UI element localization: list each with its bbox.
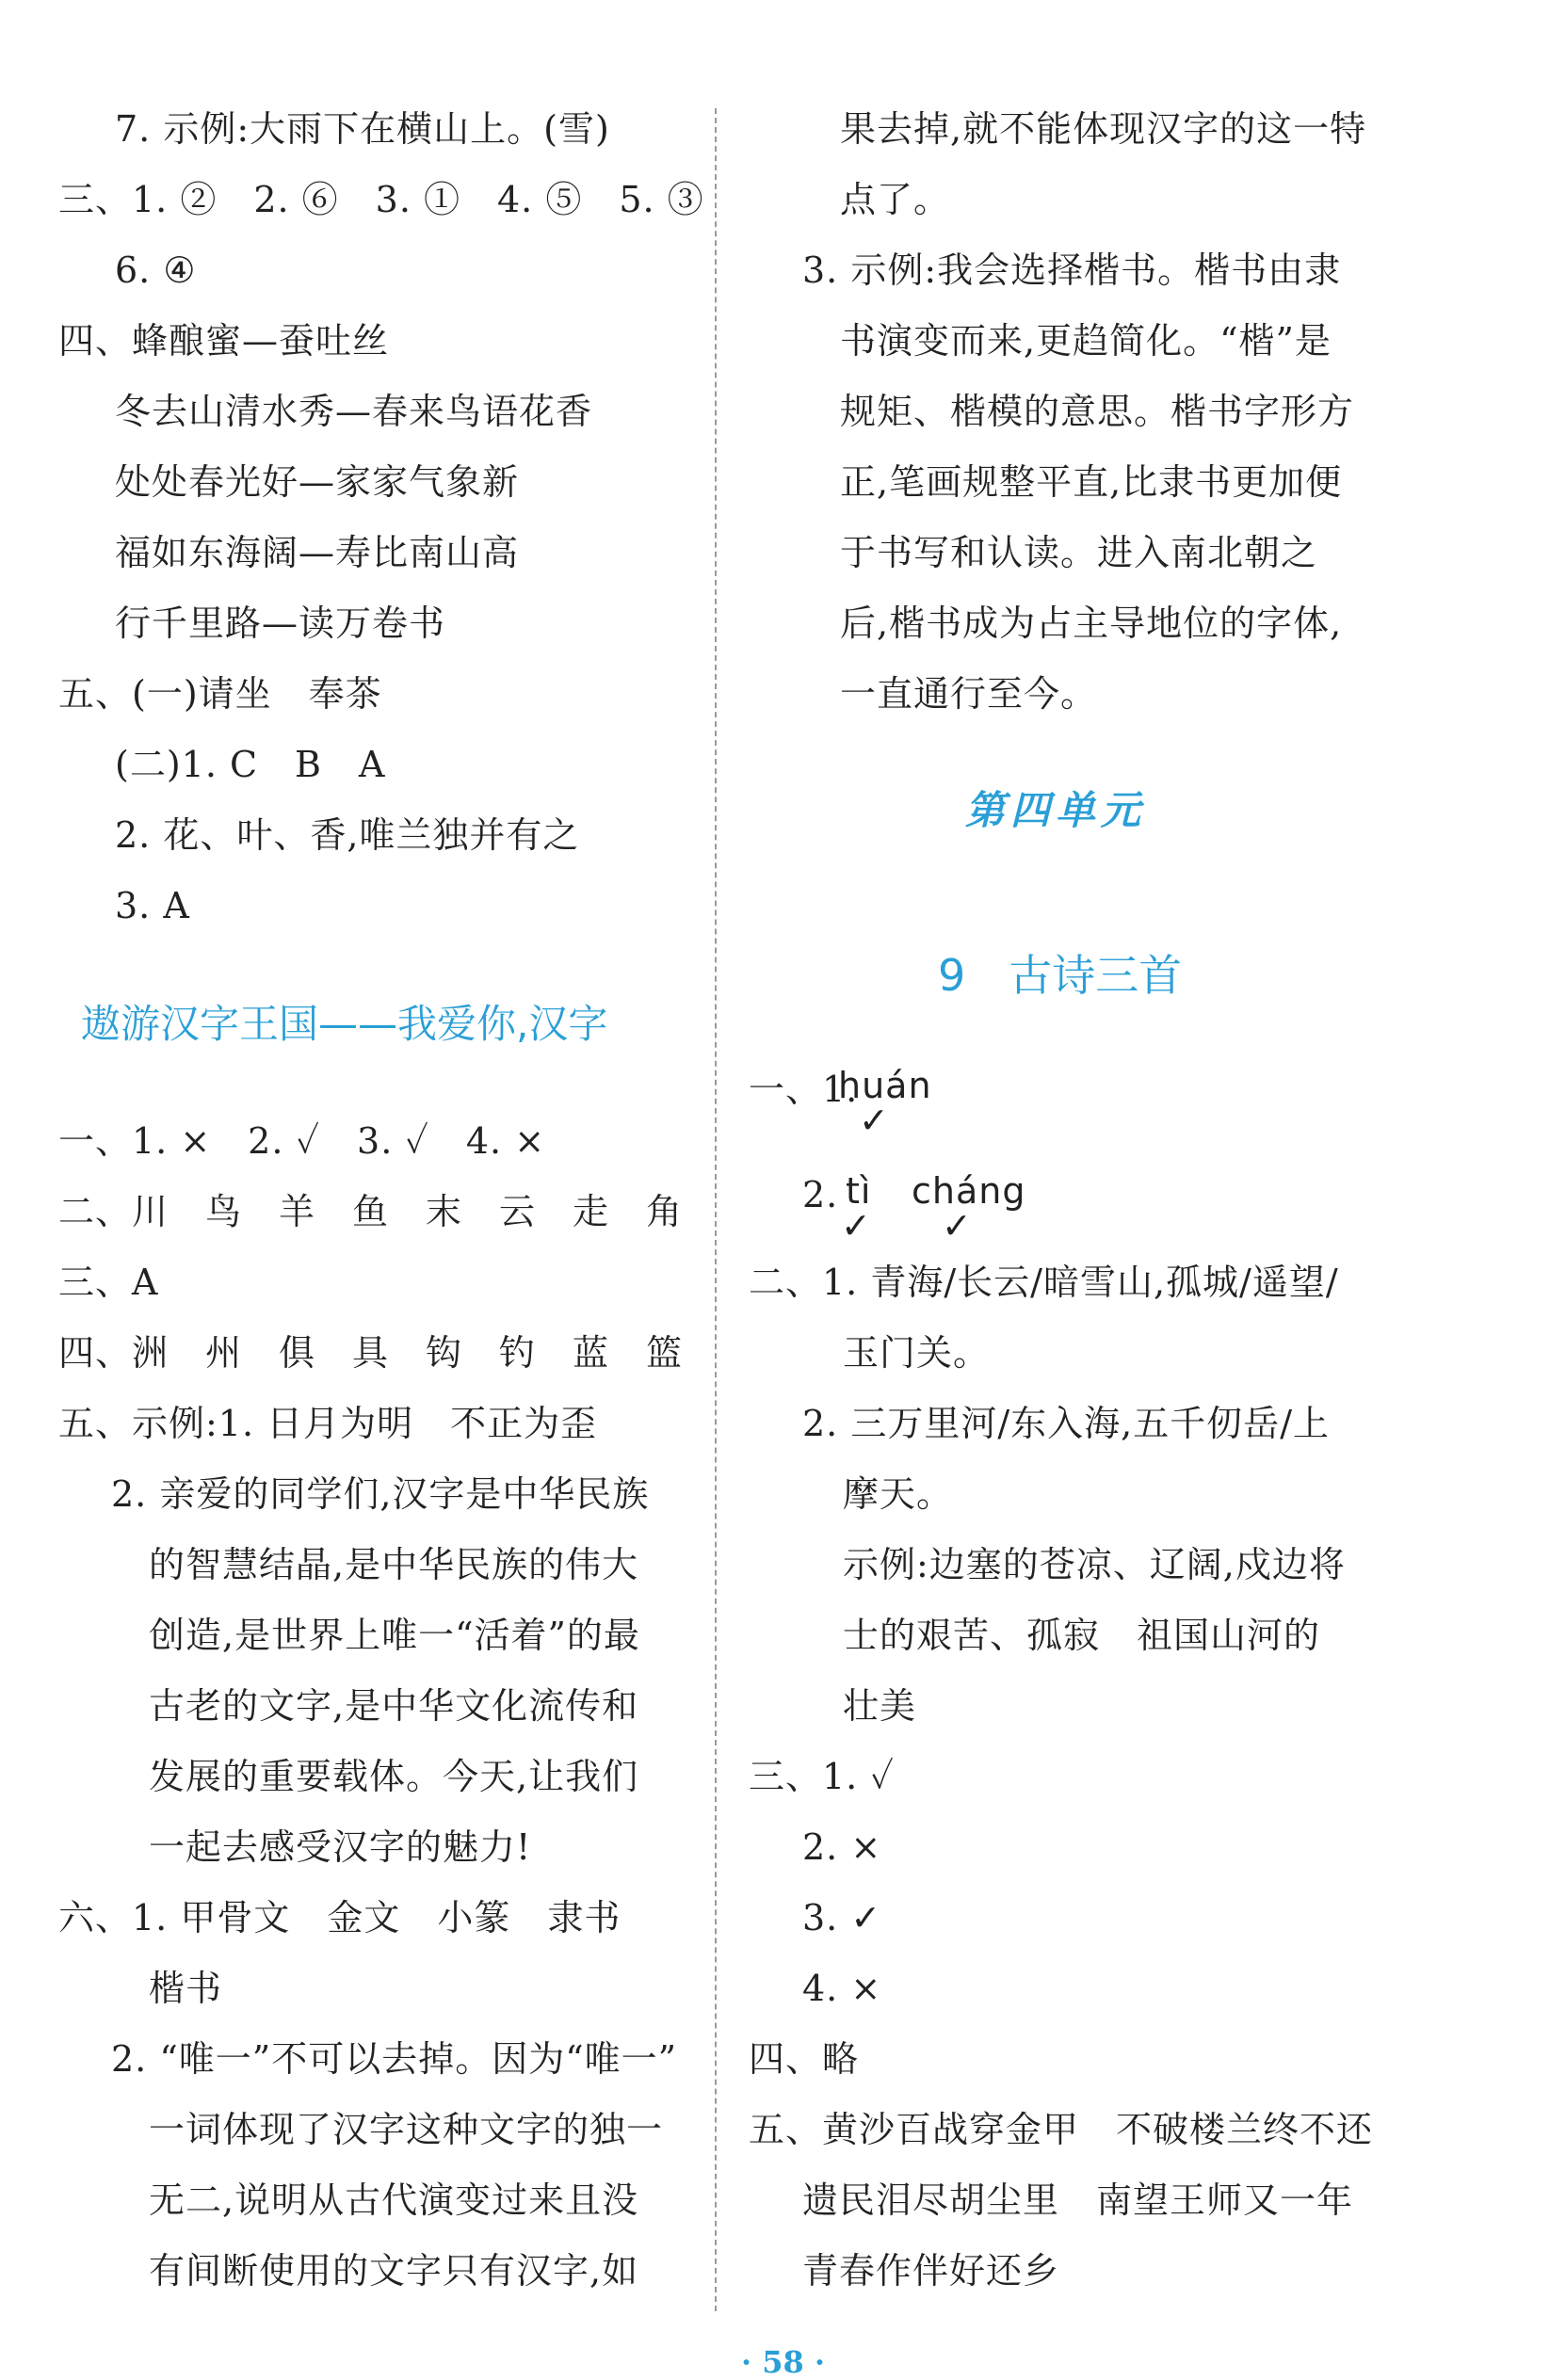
check-mark-icon: ✓ xyxy=(859,1100,889,1141)
answer-line: 一起去感受汉字的魅力! xyxy=(149,1826,532,1868)
answer-line: 3. A xyxy=(115,885,190,926)
answer-line: 4. × xyxy=(802,1968,882,2009)
answer-line: 规矩、楷模的意思。楷书字形方 xyxy=(840,391,1355,432)
pinyin-text: cháng xyxy=(912,1170,1026,1212)
answer-line: 玉门关。 xyxy=(843,1332,991,1374)
answer-line: 2. × xyxy=(802,1826,882,1868)
answer-line: 一直通行至今。 xyxy=(840,673,1098,715)
answer-line: 古老的文字,是中华文化流传和 xyxy=(149,1685,639,1727)
answer-line: 四、略 xyxy=(749,2038,860,2080)
answer-line: 于书写和认读。进入南北朝之 xyxy=(840,532,1318,573)
answer-line: 3. ✓ xyxy=(802,1897,882,1938)
answer-line: 后,楷书成为占主导地位的字体, xyxy=(840,603,1343,644)
unit-heading: 第四单元 xyxy=(965,787,1147,833)
answer-line: 6. ④ xyxy=(115,249,197,291)
answer-line: 2. 三万里河/东入海,五千仞岳/上 xyxy=(802,1403,1331,1444)
check-mark-icon: ✓ xyxy=(942,1205,972,1246)
page-number: · 58 · xyxy=(740,2344,826,2380)
answer-line: 楷书 xyxy=(149,1968,223,2009)
answer-line: 四、蜂酿蜜—蚕吐丝 xyxy=(58,320,390,362)
answer-line: 二、川 鸟 羊 鱼 末 云 走 角 xyxy=(58,1191,684,1232)
pinyin-text: huán xyxy=(838,1065,932,1106)
answer-line: 青春作伴好还乡 xyxy=(802,2250,1060,2292)
answer-line: 果去掉,就不能体现汉字的这一特 xyxy=(840,108,1367,150)
answer-line: 三、1. ✓ xyxy=(749,1756,895,1797)
section-heading: 遨游汉字王国——我爱你,汉字 xyxy=(81,1001,608,1047)
answer-line: 2. 花、叶、香,唯兰独并有之 xyxy=(115,814,580,856)
answer-line: 处处春光好—家家气象新 xyxy=(115,461,520,503)
answer-line: 创造,是世界上唯一“活着”的最 xyxy=(149,1615,640,1656)
answer-line: 二、1. 青海/长云/暗雪山,孤城/遥望/ xyxy=(749,1262,1339,1303)
answer-line: 示例:边塞的苍凉、辽阔,戍边将 xyxy=(843,1544,1346,1585)
answer-line: 书演变而来,更趋简化。“楷”是 xyxy=(840,320,1332,362)
answer-line: 遗民泪尽胡尘里 南望王师又一年 xyxy=(802,2179,1354,2221)
answer-line: 士的艰苦、孤寂 祖国山河的 xyxy=(843,1615,1321,1656)
answer-line: 3. 示例:我会选择楷书。楷书由隶 xyxy=(802,249,1342,291)
answer-line: 的智慧结晶,是中华民族的伟大 xyxy=(149,1544,639,1585)
answer-line: 7. 示例:大雨下在横山上。(雪) xyxy=(115,108,610,150)
answer-line: (二)1. C B A xyxy=(115,744,386,785)
answer-line: 发展的重要载体。今天,让我们 xyxy=(149,1756,639,1797)
answer-line: 四、洲 州 俱 具 钩 钓 蓝 篮 xyxy=(58,1332,684,1374)
answer-line: 正,笔画规整平直,比隶书更加便 xyxy=(840,461,1343,503)
answer-line: 五、示例:1. 日月为明 不正为歪 xyxy=(58,1403,598,1444)
answer-line: 六、1. 甲骨文 金文 小篆 隶书 xyxy=(58,1897,622,1938)
answer-line: 2. xyxy=(802,1174,839,1215)
answer-line: 有间断使用的文字只有汉字,如 xyxy=(149,2250,639,2292)
column-divider xyxy=(715,108,717,2311)
answer-line: 三、1. ② 2. ⑥ 3. ① 4. ⑤ 5. ③ xyxy=(58,179,704,220)
answer-line: 五、(一)请坐 奉茶 xyxy=(58,673,382,715)
answer-line: 福如东海阔—寿比南山高 xyxy=(115,532,520,573)
answer-line: 一词体现了汉字这种文字的独一 xyxy=(149,2109,664,2150)
answer-line: 一、1. xyxy=(749,1069,859,1110)
answer-line: 摩天。 xyxy=(843,1473,954,1515)
answer-line: 五、黄沙百战穿金甲 不破楼兰终不还 xyxy=(749,2109,1374,2150)
answer-line: 一、1. × 2. ✓ 3. ✓ 4. × xyxy=(58,1120,546,1162)
answer-line: 2. “唯一”不可以去掉。因为“唯一” xyxy=(111,2038,678,2080)
answer-line: 行千里路—读万卷书 xyxy=(115,603,446,644)
check-mark-icon: ✓ xyxy=(841,1205,871,1246)
answer-line: 三、A xyxy=(58,1262,159,1303)
answer-line: 点了。 xyxy=(840,179,951,220)
answer-line: 壮美 xyxy=(843,1685,917,1727)
pinyin-text: tì xyxy=(846,1170,872,1212)
lesson-heading: 9 古诗三首 xyxy=(938,950,1183,1001)
answer-line: 冬去山清水秀—春来鸟语花香 xyxy=(115,391,593,432)
answer-line: 无二,说明从古代演变过来且没 xyxy=(149,2179,639,2221)
answer-line: 2. 亲爱的同学们,汉字是中华民族 xyxy=(111,1473,650,1515)
